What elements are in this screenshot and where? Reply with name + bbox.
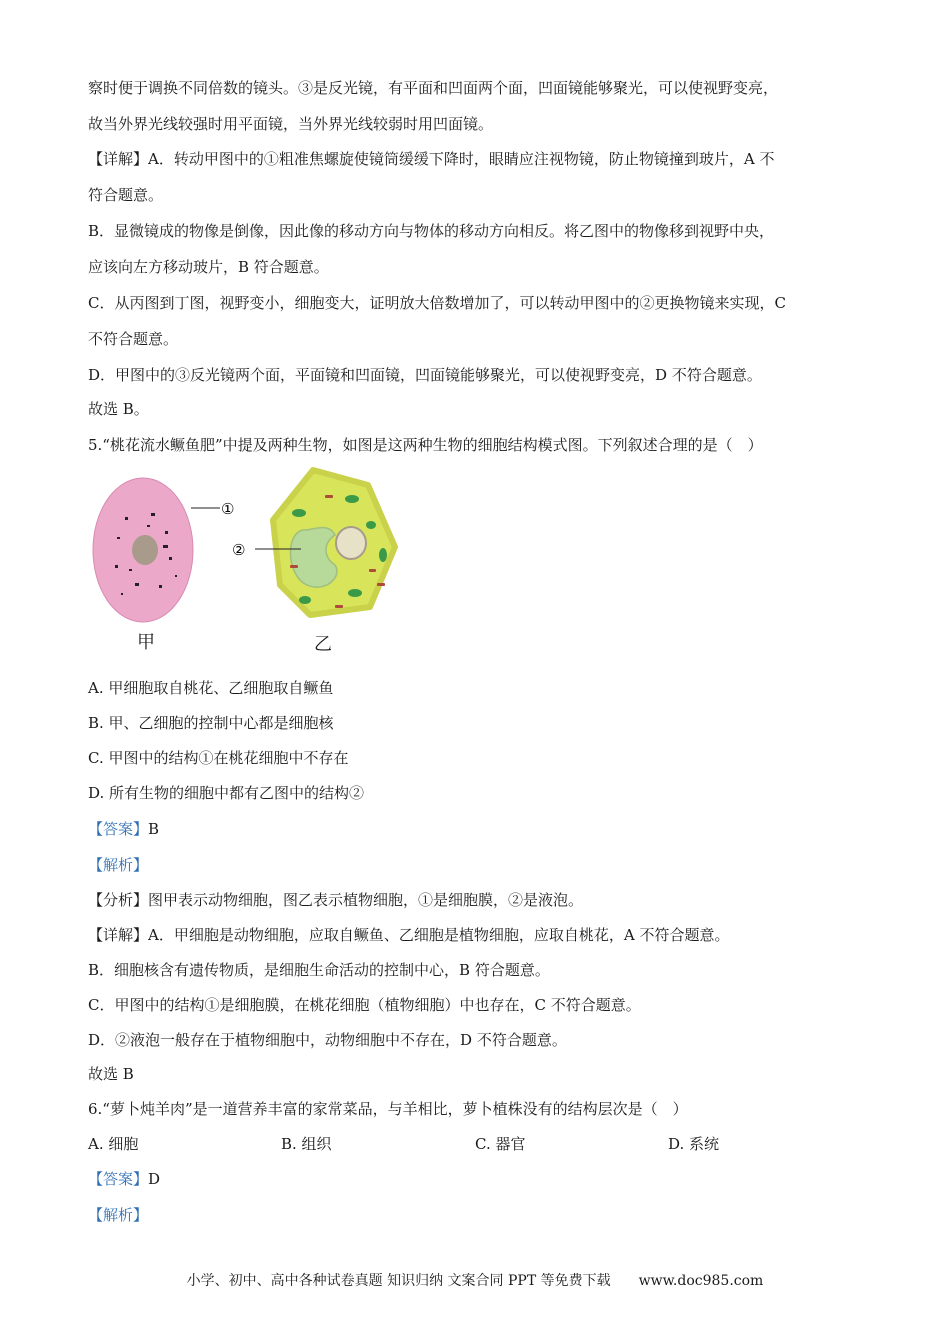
option-a: A. 甲细胞取自桃花、乙细胞取自鳜鱼 (88, 679, 334, 697)
text-line: 应该向左方移动玻片，B 符合题意。 (88, 258, 329, 276)
option-b: B. 甲、乙细胞的控制中心都是细胞核 (88, 714, 334, 732)
detail-b: B．细胞核含有遗传物质，是细胞生命活动的控制中心，B 符合题意。 (88, 961, 550, 979)
q6-option-d: D. 系统 (668, 1135, 720, 1153)
text-line: D．甲图中的③反光镜两个面，平面镜和凹面镜，凹面镜能够聚光，可以使视野变亮，D 不符合题意。 (88, 366, 762, 384)
text-span: A．转动甲图中的①粗准焦螺旋使镜筒缓缓下降时，眼睛应注视物镜，防止物镜撞到玻片，A 不 (148, 150, 775, 168)
plant-nucleus (336, 527, 366, 559)
detail-tag: 【详解】 (88, 926, 149, 944)
q6-option-a: A. 细胞 (88, 1135, 139, 1153)
answer-value: D (148, 1170, 161, 1188)
q6-option-c: C. 器官 (475, 1135, 526, 1153)
text-line: 符合题意。 (88, 186, 164, 204)
cell-figure (85, 465, 425, 655)
text-line: B．显微镜成的物像是倒像，因此像的移动方向与物体的移动方向相反。将乙图中的物像移到视野中央， (88, 222, 775, 240)
fenxi-text: 图甲表示动物细胞，图乙表示植物细胞，①是细胞膜，②是液泡。 (148, 891, 584, 909)
label-2: ② (232, 541, 246, 559)
detail-d: D．②液泡一般存在于植物细胞中，动物细胞中不存在，D 不符合题意。 (88, 1031, 567, 1049)
animal-nucleus (132, 535, 158, 565)
q6-answer-line (88, 1169, 160, 1189)
answer-tag: 【答案】 (88, 1170, 149, 1188)
text-line (88, 149, 774, 169)
q6-analysis-tag: 【解析】 (88, 1206, 149, 1224)
text-line: 故选 B。 (88, 400, 149, 418)
answer-line (88, 819, 159, 839)
caption-yi: 乙 (314, 634, 332, 655)
answer-value: B (148, 820, 160, 838)
q6-option-b: B. 组织 (281, 1135, 332, 1153)
detail-text: A．甲细胞是动物细胞，应取自鳜鱼、乙细胞是植物细胞，应取自桃花，A 不符合题意。 (148, 926, 730, 944)
detail-c: C．甲图中的结构①是细胞膜，在桃花细胞（植物细胞）中也存在，C 不符合题意。 (88, 996, 641, 1014)
text-line: 故当外界光线较强时用平面镜，当外界光线较弱时用凹面镜。 (88, 115, 494, 133)
caption-jia: 甲 (137, 632, 155, 653)
cell-diagram (85, 465, 425, 655)
conclusion: 故选 B (88, 1065, 134, 1083)
question-6-stem: 6.“萝卜炖羊肉”是一道营养丰富的家常菜品，与羊相比，萝卜植株没有的结构层次是（ ） (88, 1100, 688, 1118)
option-d: D. 所有生物的细胞中都有乙图中的结构② (88, 784, 365, 802)
label-1: ① (221, 500, 235, 518)
answer-tag: 【答案】 (88, 820, 149, 838)
text-line: C．从丙图到丁图，视野变小，细胞变大，证明放大倍数增加了，可以转动甲图中的②更换物镜来实现，C (88, 294, 786, 312)
option-c: C. 甲图中的结构①在桃花细胞中不存在 (88, 749, 349, 767)
fenxi-tag: 【分析】 (88, 891, 149, 909)
analysis-tag: 【解析】 (88, 856, 149, 874)
fenxi-line (88, 890, 583, 910)
question-5-stem: 5.“桃花流水鳜鱼肥”中提及两种生物，如图是这两种生物的细胞结构模式图。下列叙述合理的是（ ） (88, 436, 763, 454)
text-line: 察时便于调换不同倍数的镜头。③是反光镜，有平面和凹面两个面，凹面镜能够聚光，可以使视野变亮， (88, 79, 779, 97)
detail-tag: 【详解】 (88, 150, 149, 168)
detail-line (88, 925, 729, 945)
page-footer: 小学、初中、高中各种试卷真题 知识归纳 文案合同 PPT 等免费下载 www.doc985.com (186, 1273, 764, 1289)
text-line: 不符合题意。 (88, 330, 179, 348)
